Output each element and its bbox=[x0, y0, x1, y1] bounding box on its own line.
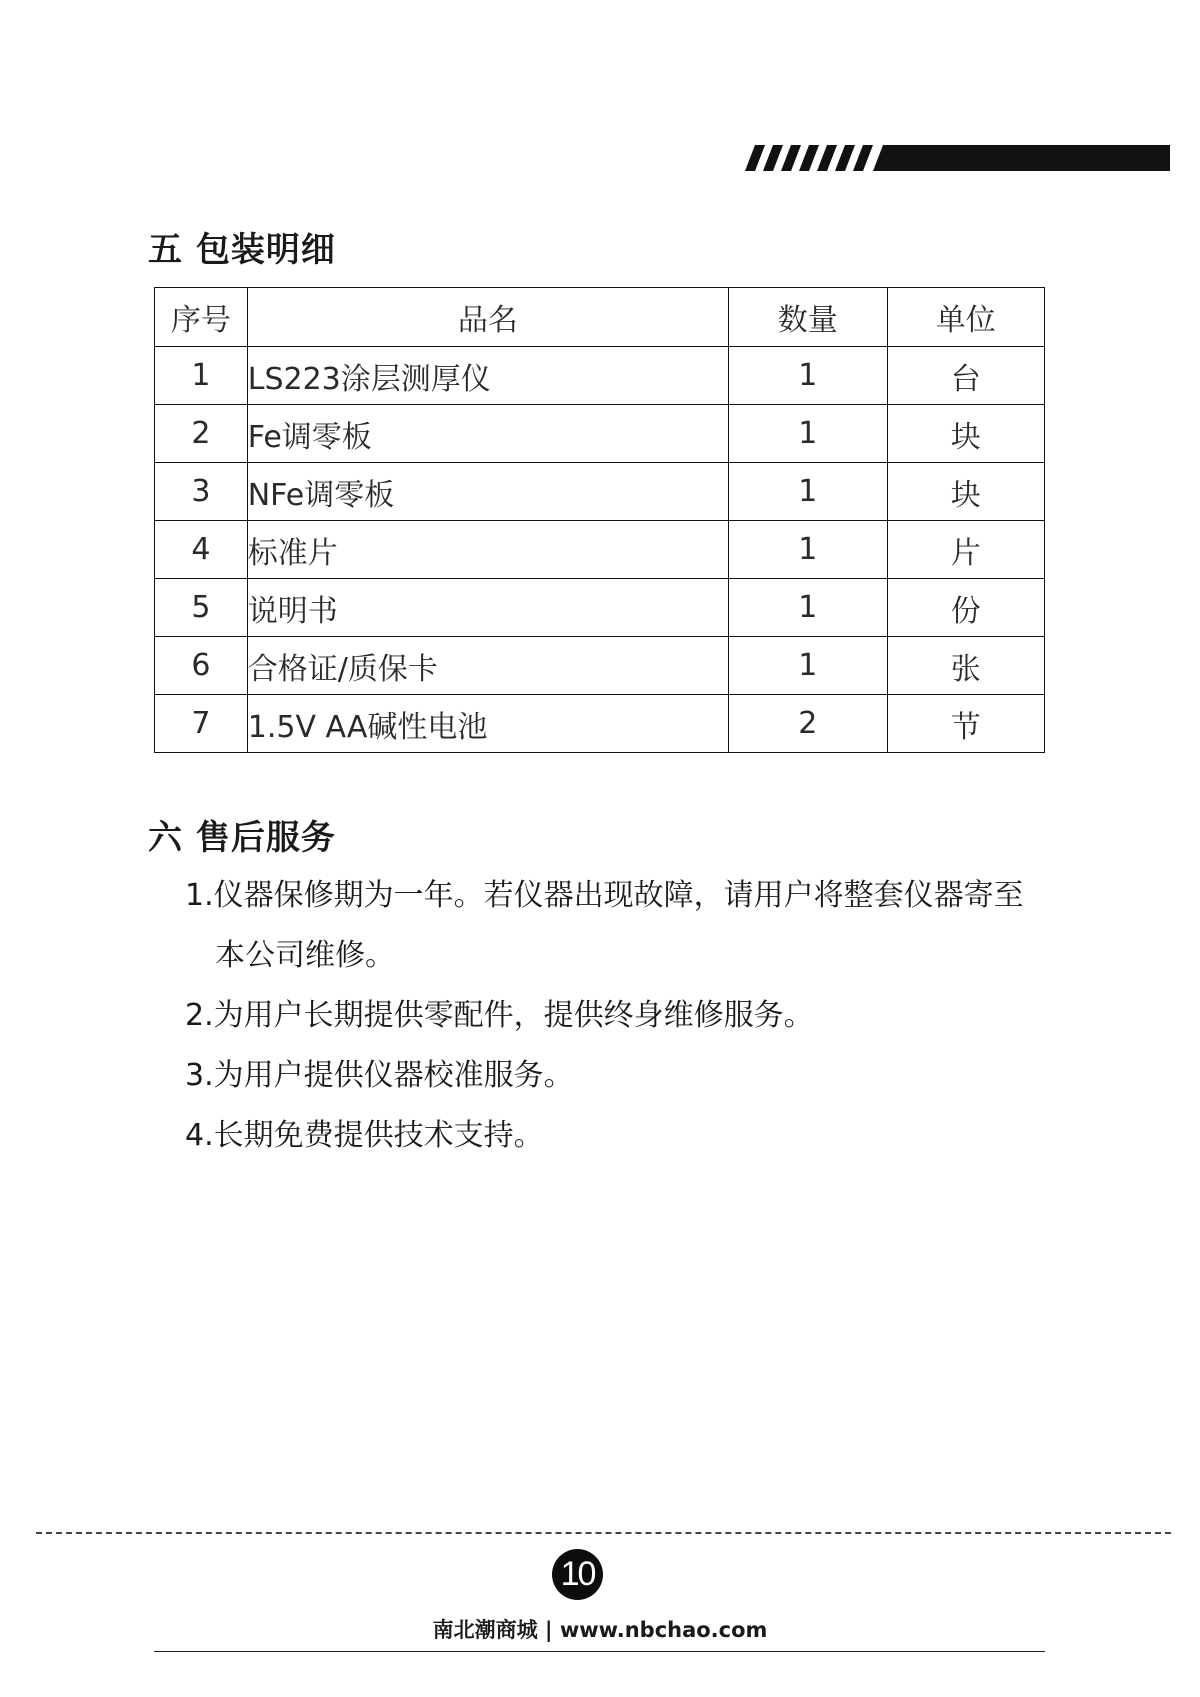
cell-index: 7 bbox=[155, 695, 248, 753]
list-item bbox=[185, 1106, 1085, 1166]
cell-quantity: 2 bbox=[729, 695, 887, 753]
footer-site-text: 南北潮商城 | www.nbchao.com bbox=[432, 1618, 768, 1642]
cell-index: 4 bbox=[155, 521, 248, 579]
table-row bbox=[155, 521, 1045, 579]
cell-quantity: 1 bbox=[729, 637, 887, 695]
cell-quantity: 1 bbox=[729, 521, 887, 579]
table-row bbox=[155, 347, 1045, 405]
packing-list-table bbox=[154, 287, 1045, 753]
list-item-text: 2.为用户长期提供零配件，提供终身维修服务。 bbox=[185, 998, 814, 1033]
cell-index: 3 bbox=[155, 463, 248, 521]
section-title-packing-list: 五 包装明细 bbox=[148, 230, 336, 270]
cell-quantity: 1 bbox=[729, 405, 887, 463]
cell-quantity: 1 bbox=[729, 347, 887, 405]
cell-item-name: 说明书 bbox=[247, 579, 728, 637]
table-row bbox=[155, 695, 1045, 753]
cell-index: 6 bbox=[155, 637, 248, 695]
cell-item-name: 1.5V AA碱性电池 bbox=[247, 695, 728, 753]
cell-unit: 块 bbox=[887, 463, 1044, 521]
cell-unit: 块 bbox=[887, 405, 1044, 463]
list-item-text: 4.长期免费提供技术支持。 bbox=[185, 1118, 544, 1153]
list-item bbox=[185, 1046, 1085, 1106]
table-row bbox=[155, 463, 1045, 521]
section-title-after-sales: 六 售后服务 bbox=[148, 818, 336, 858]
footer-dotted-divider bbox=[36, 1532, 1171, 1534]
cell-unit: 节 bbox=[887, 695, 1044, 753]
cell-index: 1 bbox=[155, 347, 248, 405]
header-quantity: 数量 bbox=[729, 288, 887, 347]
footer-divider bbox=[154, 1651, 1045, 1652]
page-number-badge: 10 bbox=[552, 1549, 603, 1600]
table-row bbox=[155, 579, 1045, 637]
header-stripe-decoration bbox=[745, 145, 1170, 171]
cell-unit: 份 bbox=[887, 579, 1044, 637]
table-row bbox=[155, 637, 1045, 695]
cell-item-name: NFe调零板 bbox=[247, 463, 728, 521]
cell-unit: 张 bbox=[887, 637, 1044, 695]
cell-item-name: LS223涂层测厚仪 bbox=[247, 347, 728, 405]
cell-item-name: Fe调零板 bbox=[247, 405, 728, 463]
list-item-text: 3.为用户提供仪器校准服务。 bbox=[185, 1058, 574, 1093]
table-header-row bbox=[155, 288, 1045, 347]
cell-quantity: 1 bbox=[729, 579, 887, 637]
list-item-text-continued: 本公司维修。 bbox=[215, 938, 395, 973]
cell-item-name: 标准片 bbox=[247, 521, 728, 579]
cell-item-name: 合格证/质保卡 bbox=[247, 637, 728, 695]
header-unit: 单位 bbox=[887, 288, 1044, 347]
list-item-text: 1.仪器保修期为一年。若仪器出现故障，请用户将整套仪器寄至 bbox=[185, 878, 1024, 913]
cell-index: 5 bbox=[155, 579, 248, 637]
cell-quantity: 1 bbox=[729, 463, 887, 521]
cell-unit: 片 bbox=[887, 521, 1044, 579]
after-sales-list bbox=[185, 866, 1085, 1166]
header-index: 序号 bbox=[155, 288, 248, 347]
cell-unit: 台 bbox=[887, 347, 1044, 405]
list-item bbox=[185, 866, 1085, 986]
header-item-name: 品名 bbox=[247, 288, 728, 347]
cell-index: 2 bbox=[155, 405, 248, 463]
table-row bbox=[155, 405, 1045, 463]
list-item bbox=[185, 986, 1085, 1046]
